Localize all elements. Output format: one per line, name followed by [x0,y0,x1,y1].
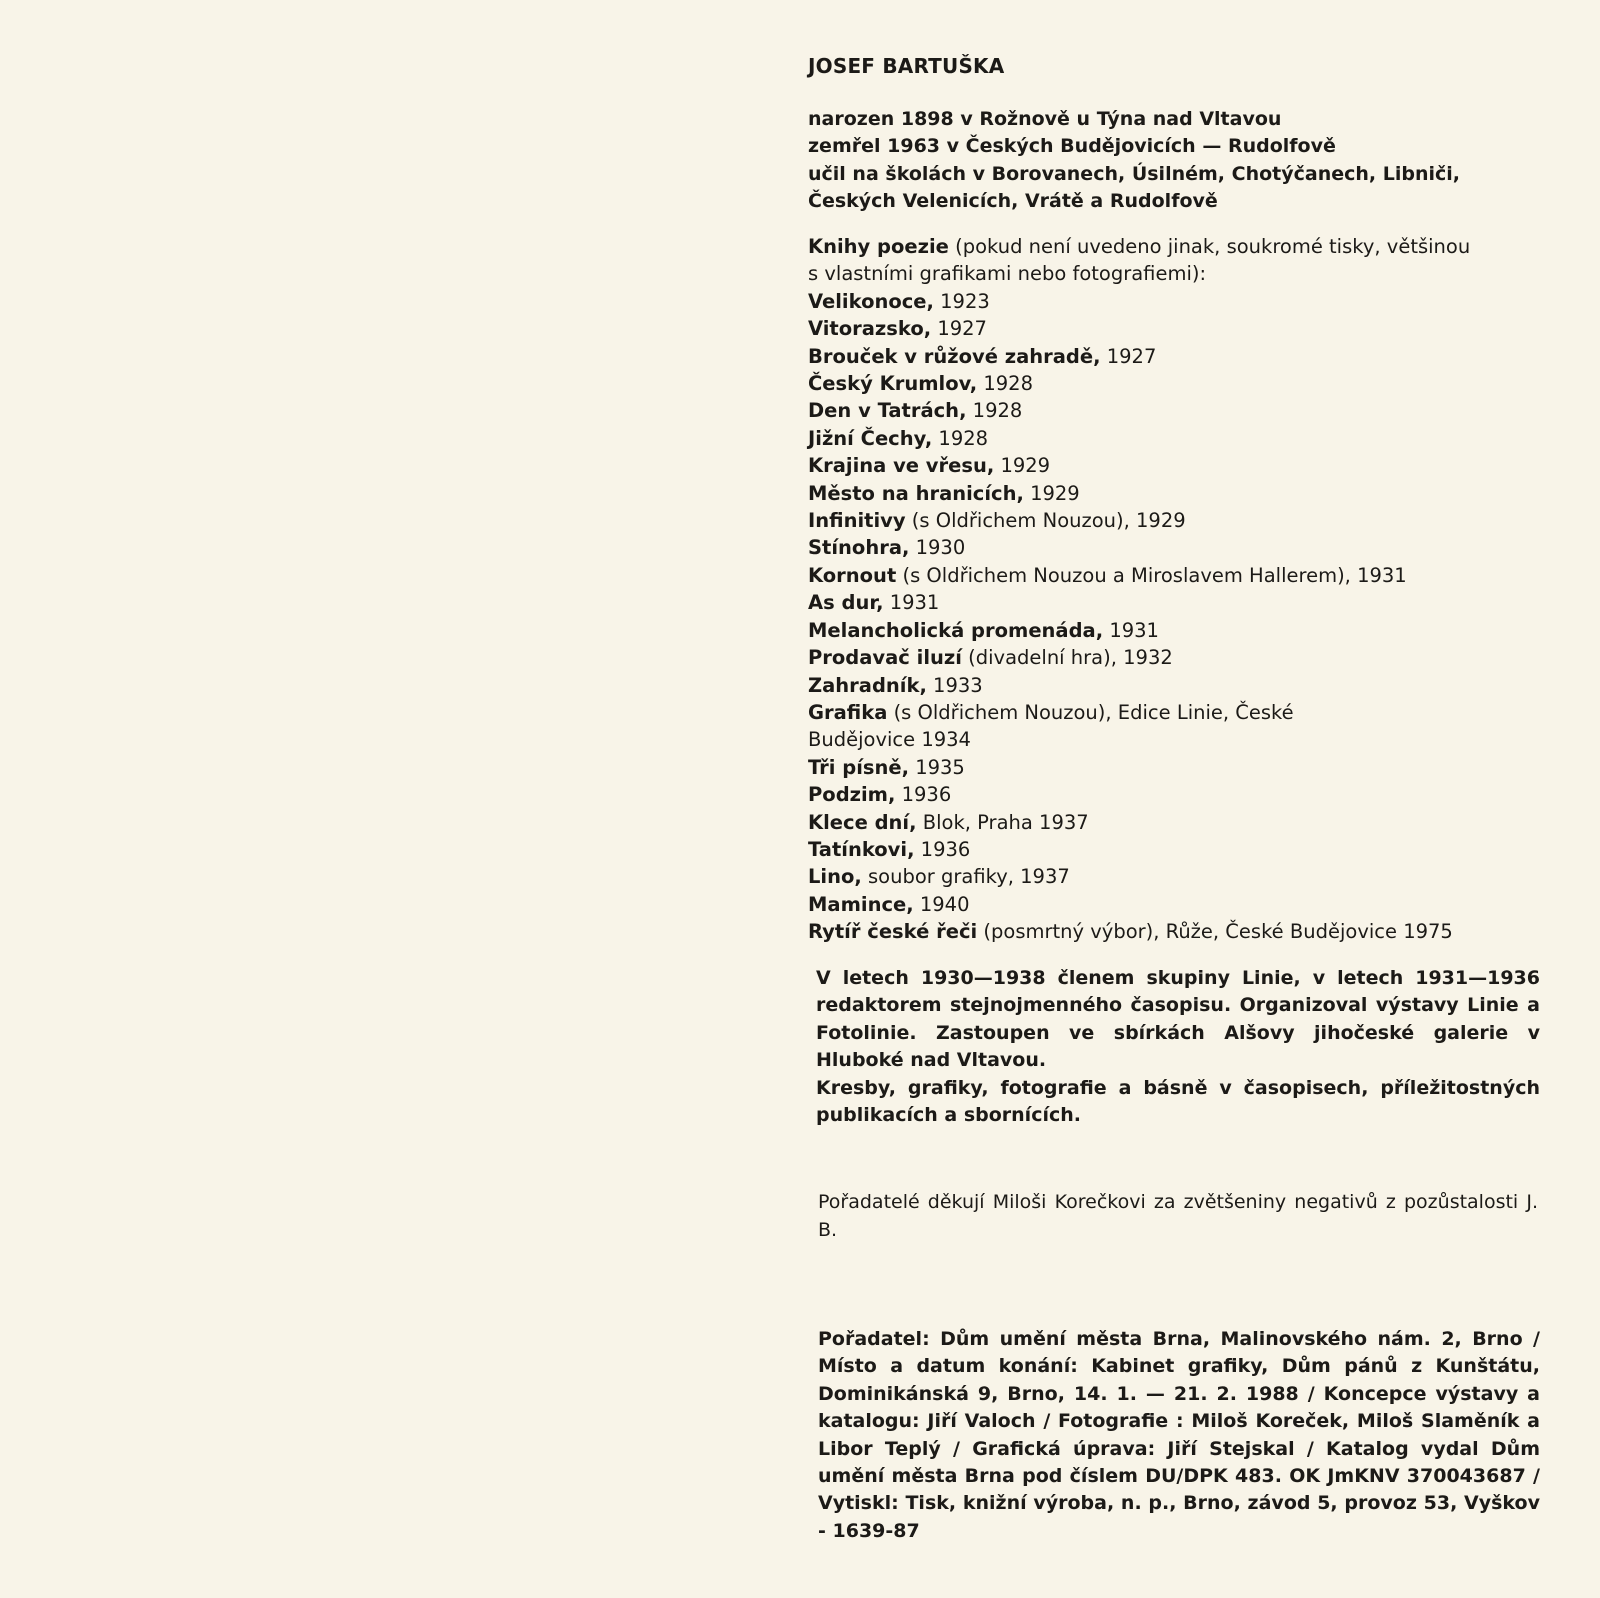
book-details: (posmrtný výbor), Růže, České Budějovice 1975 [977,920,1453,944]
book-item [808,918,1538,945]
bio-taught-line-2: Českých Velenicích, Vrátě a Rudolfově [808,189,1218,212]
book-item [808,863,1538,890]
book-details: 1930 [909,536,966,560]
book-title: Zahradník, [808,673,927,697]
acknowledgement: Pořadatelé děkují Miloši Korečkovi za zvětšeniny negativů z pozůstalosti J. B. [818,1191,1538,1241]
book-item [808,315,1538,342]
books-heading: Knihy poezie [808,235,949,258]
bio-taught-line-1: učil na školách v Borovanech, Úsilném, Chotýčanech, Libniči, [808,162,1460,185]
book-details: soubor grafiky, 1937 [861,865,1070,889]
book-title: Kornout [808,563,897,587]
book-list [808,288,1538,946]
book-title: Melancholická promenáda, [808,618,1104,642]
book-details: 1927 [931,317,987,341]
colophon: Pořadatel: Dům umění města Brna, Malinovského nám. 2, Brno / Místo a datum konání: Kabinet grafiky, Dům pánů z Kunštátu, Dominikánská 9, Brno, 14. 1. — 21. 2. 1988 / Koncepce výstavy a katalogu: Jiří Valoch / Fotografie : Miloš Koreček, Miloš Slaměník a Libor Teplý / Grafická úprava: Jiří Stejskal / Katalog vydal Dům umění města Brna pod číslem DU/DPK 483. OK JmKNV 370043687 / Vytiskl: Tisk, knižní výroba, n. p., Brno, závod 5, provoz 53, Vyškov - 1639-87 [818,1328,1540,1542]
book-details: Budějovice 1934 [808,728,971,752]
book-item [808,672,1538,699]
book-item [808,809,1538,836]
book-title: Český Krumlov, [808,372,978,396]
book-details: 1931 [1103,618,1159,642]
book-details: 1935 [909,755,965,779]
book-item [808,617,1538,644]
membership-text [816,965,1540,1129]
book-details: (s Oldřichem Nouzou), Edice Linie, České [887,700,1294,724]
book-item [808,288,1538,315]
publications-paragraph: Kresby, grafiky, fotografie a básně v časopisech, příležitostných publikacích a sbornících. [816,1076,1540,1127]
book-title: Prodavač iluzí [808,646,962,670]
book-details: 1929 [1023,481,1080,505]
book-item [808,644,1538,671]
book-item [808,589,1538,616]
book-title: Grafika [808,700,888,724]
book-title: Infinitivy [808,509,906,533]
book-title: Krajina ve vřesu, [808,454,995,478]
book-title: Tatínkovi, [808,837,915,861]
bio-born: narozen 1898 v Rožnově u Týna nad Vltavou [808,108,1282,130]
book-title: Stínohra, [808,536,910,560]
book-title: Den v Tatrách, [808,399,967,423]
book-details: 1927 [1100,344,1157,368]
book-item [808,397,1538,424]
membership-paragraph: V letech 1930—1938 členem skupiny Linie, v letech 1931—1936 redaktorem stejnojmenného časopisu. Organizoval výstavy Linie a Fotolinie. Zastoupen ve sbírkách Alšovy jihočeské galerie v Hluboké nad Vltavou. [816,967,1540,1072]
book-title: Mamince, [808,892,914,916]
book-title: Vitorazsko, [808,317,932,341]
books-intro [808,233,1538,288]
book-details: 1931 [883,591,940,615]
books-note-1: (pokud není uvedeno jinak, soukromé tisky, většinou [948,235,1471,258]
book-title: Klece dní, [808,810,917,834]
book-title: As dur, [808,591,884,615]
book-details: 1933 [926,673,983,697]
book-title: Podzim, [808,783,896,807]
book-item [808,370,1538,397]
book-details: 1928 [977,372,1033,396]
book-item [808,781,1538,808]
book-item [808,480,1538,507]
book-title: Lino, [808,865,862,889]
book-details: 1923 [933,289,990,313]
book-item [808,754,1538,781]
book-details: Blok, Praha 1937 [916,810,1089,834]
book-details: 1928 [932,426,989,450]
book-item [808,425,1538,452]
book-title: Tři písně, [808,755,910,779]
book-title: Jižní Čechy, [808,426,933,450]
book-item [808,699,1538,726]
books-note-2: s vlastními grafikami nebo fotografiemi): [808,262,1207,286]
book-item [808,343,1538,370]
book-details: 1940 [913,892,970,916]
book-item [808,507,1538,534]
book-details: 1928 [966,399,1023,423]
poetry-books [808,233,1538,946]
bio-died: zemřel 1963 v Českých Budějovicích — Rudolfově [808,135,1336,158]
biography [808,106,1538,215]
book-details: (divadelní hra), 1932 [961,646,1173,670]
book-item [808,726,1538,753]
book-details: (s Oldřichem Nouzou a Miroslavem Hallerem), 1931 [896,563,1407,587]
book-item [808,562,1538,589]
book-item [808,534,1538,561]
book-title: Brouček v růžové zahradě, [808,344,1101,368]
book-title: Velikonoce, [808,289,934,313]
book-item [808,836,1538,863]
book-details: 1936 [914,837,971,861]
book-title: Rytíř české řeči [808,920,978,944]
book-item [808,891,1538,918]
book-details: (s Oldřichem Nouzou), 1929 [905,509,1186,533]
book-details: 1936 [895,783,952,807]
book-details: 1929 [994,454,1051,478]
book-item [808,452,1538,479]
author-name: JOSEF BARTUŠKA [808,54,1005,78]
book-title: Město na hranicích, [808,481,1024,505]
